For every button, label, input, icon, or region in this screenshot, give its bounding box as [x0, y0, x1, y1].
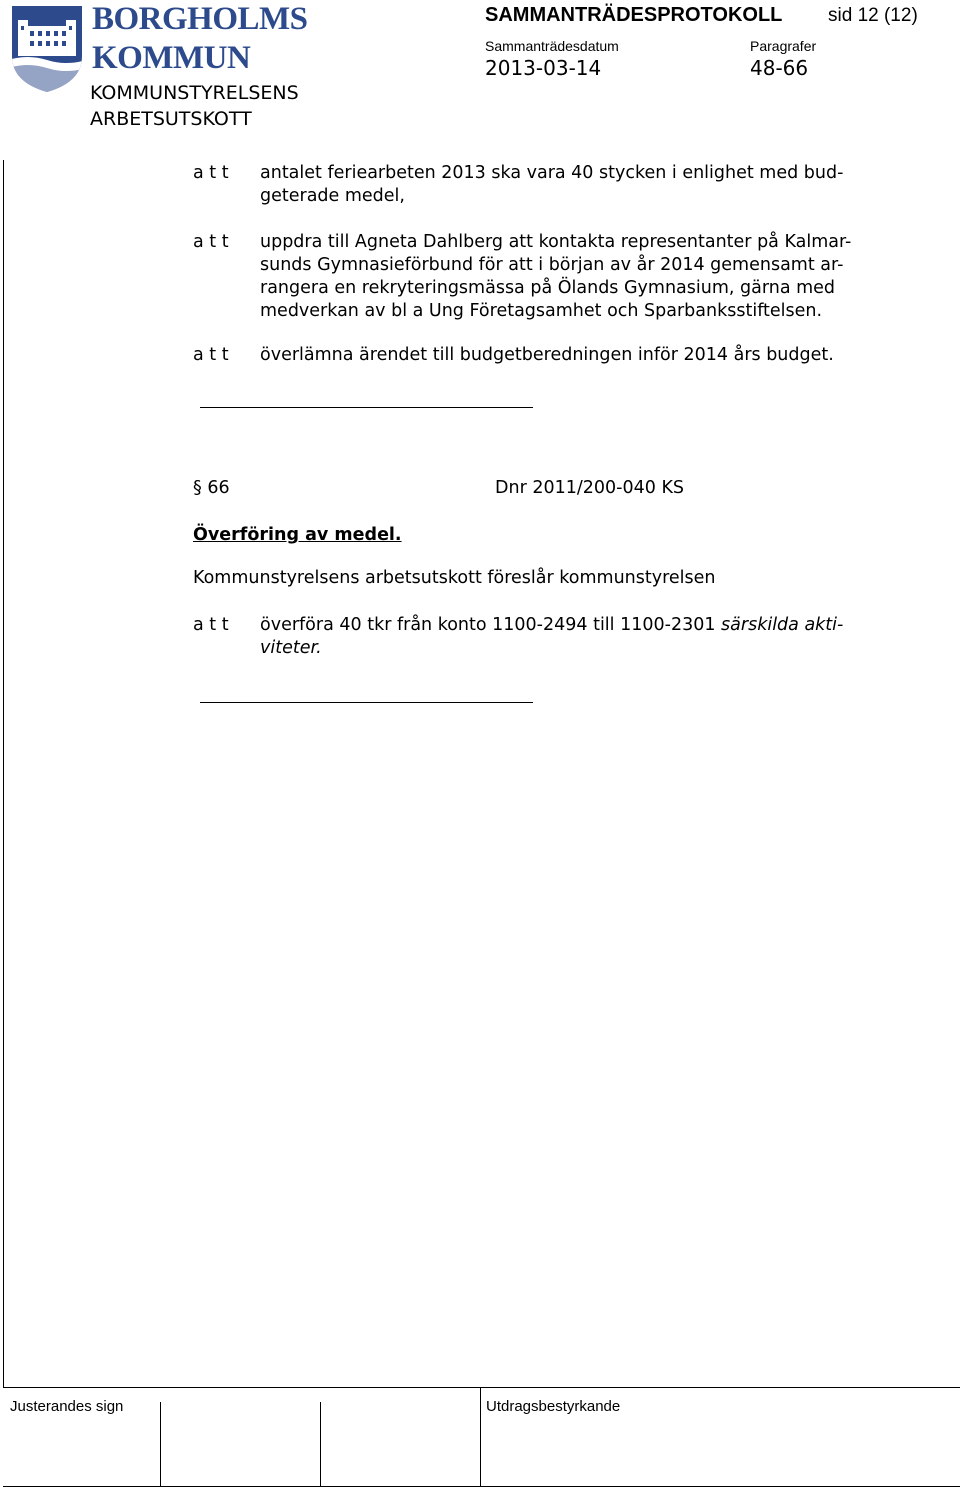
text-line: överlämna ärendet till budgetberedningen inför 2014 års budget.: [260, 345, 834, 365]
org-name-line1: BORGHOLMS: [92, 1, 308, 37]
section-separator: [200, 407, 533, 408]
section-intro: Kommunstyrelsens arbetsutskott föreslår kommunstyrelsen: [193, 568, 716, 588]
page-number: sid 12 (12): [828, 5, 918, 26]
text-line: [260, 614, 910, 637]
org-name-line2: KOMMUN: [92, 40, 251, 76]
meeting-date-value: 2013-03-14: [485, 56, 602, 80]
att-label: a t t: [193, 615, 229, 635]
margin-rule: [3, 160, 4, 1388]
department-line2: ARBETSUTSKOTT: [90, 108, 252, 130]
text-line: geterade medel,: [260, 186, 405, 206]
text-line: medverkan av bl a Ung Företagsamhet och Sparbanksstiftelsen.: [260, 301, 823, 321]
text-line: [260, 637, 910, 660]
decision-item: [260, 162, 910, 208]
decision-text: överföra 40 tkr från konto 1100-2494 till 1100-2301: [260, 615, 722, 635]
signature-divider-3: [480, 1388, 481, 1487]
text-line: uppdra till Agneta Dahlberg att kontakta representanter på Kalmar-: [260, 232, 852, 252]
text-line: sunds Gymnasieförbund för att i början av år 2014 gemensamt ar-: [260, 255, 844, 275]
text-line: antalet feriearbeten 2013 ska vara 40 stycken i enlighet med bud-: [260, 163, 844, 183]
section-number: § 66: [193, 478, 230, 498]
document-title: SAMMANTRÄDESPROTOKOLL: [485, 4, 783, 26]
decision-item: [260, 344, 910, 367]
extract-certified-label: Utdragsbestyrkande: [486, 1398, 621, 1415]
diary-number: Dnr 2011/200-040 KS: [495, 478, 685, 498]
decision-text-italic: viteter.: [260, 638, 322, 658]
department-line1: KOMMUNSTYRELSENS: [90, 82, 299, 104]
signature-divider-2: [320, 1402, 321, 1487]
att-label: a t t: [193, 163, 229, 183]
section-separator: [200, 702, 533, 703]
borgholm-logo: [8, 4, 86, 94]
paragraphs-label: Paragrafer: [750, 38, 817, 54]
meeting-date-label: Sammanträdesdatum: [485, 38, 619, 54]
att-label: a t t: [193, 345, 229, 365]
text-line: rangera en rekryteringsmässa på Ölands Gymnasium, gärna med: [260, 278, 836, 298]
decision-item: [260, 231, 910, 323]
decision-text-italic: särskilda akti-: [721, 615, 844, 635]
decision-item: [260, 614, 910, 660]
att-label: a t t: [193, 232, 229, 252]
signature-label: Justerandes sign: [10, 1398, 124, 1415]
section-heading: Överföring av medel.: [193, 525, 402, 545]
signature-divider-1: [160, 1402, 161, 1487]
footer-top-rule: [3, 1387, 960, 1388]
paragraphs-value: 48-66: [750, 56, 809, 80]
